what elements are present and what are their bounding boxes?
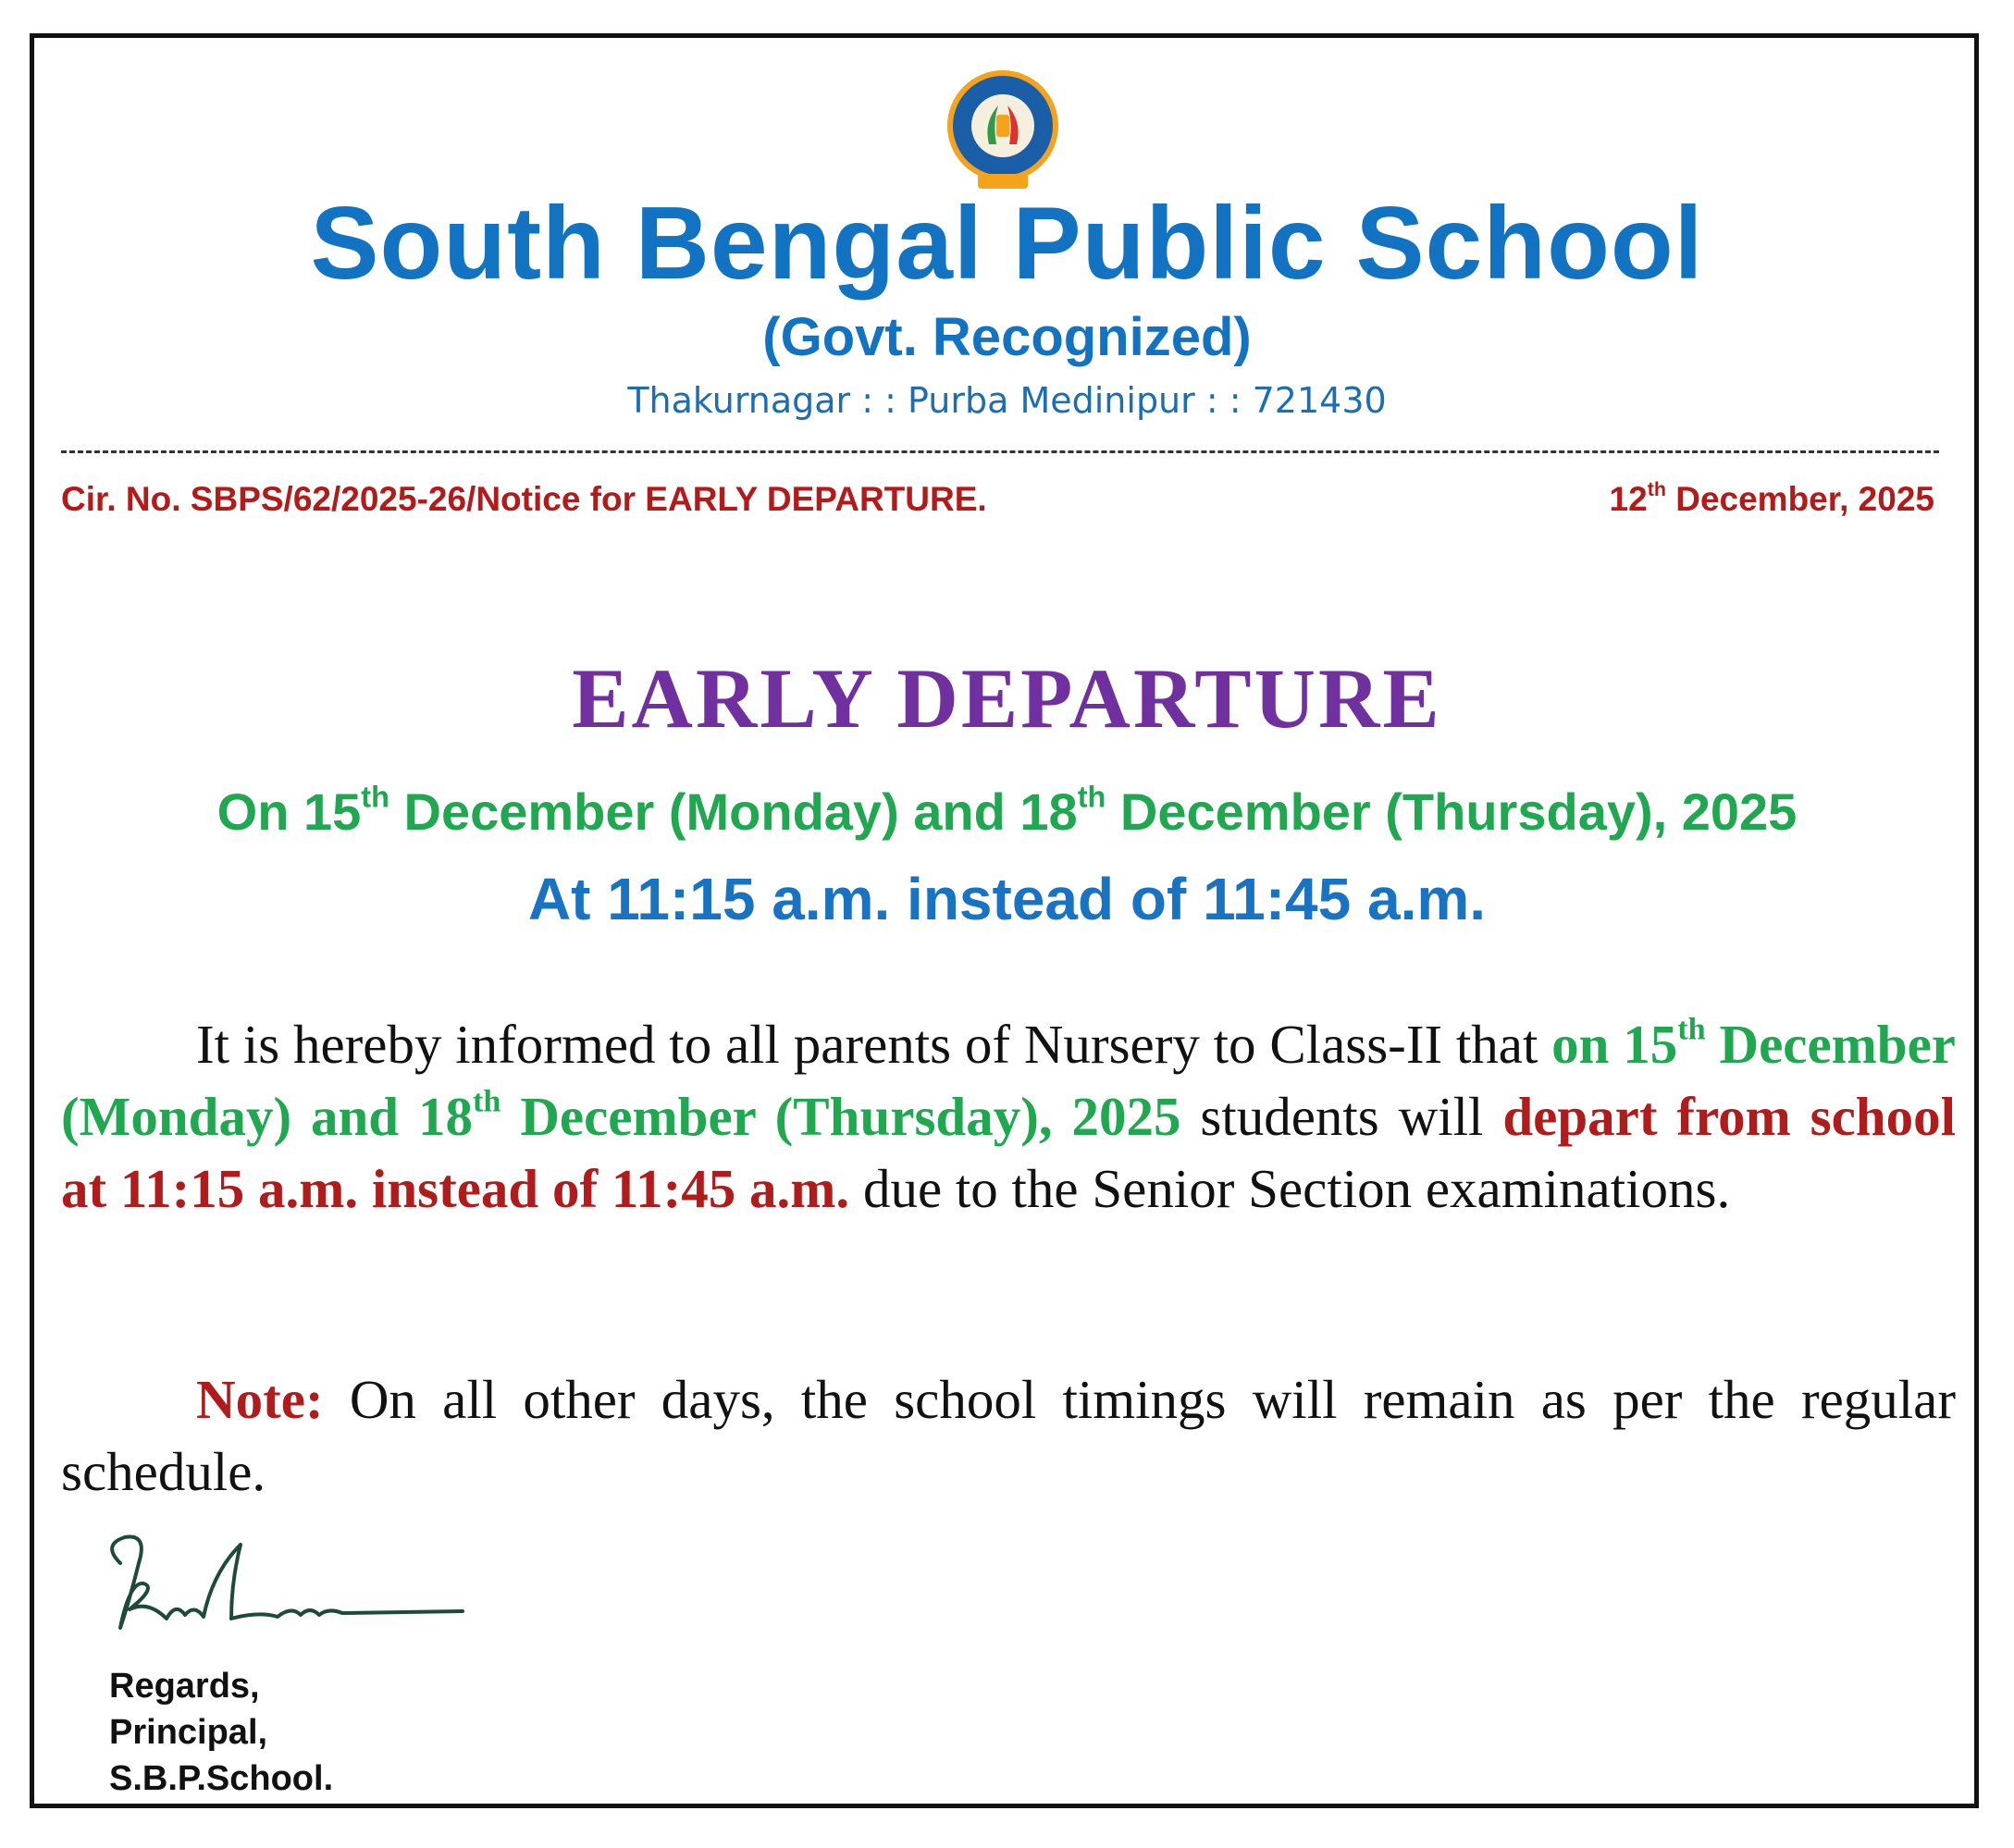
departure-time: At 11:15 a.m. instead of 11:45 a.m. [527,866,1487,932]
date-rest: December, 2025 [1665,480,1934,518]
circular-number: Cir. No. SBPS/62/2025-26/Notice for EARLY DEPARTURE. [61,480,987,518]
closing-block [109,1663,333,1802]
highlighted-dates: on 15th December (Monday) and 18th December (Thursday), 2025 [61,1012,1956,1147]
header-divider [61,450,1939,453]
school-name: South Bengal Public School [310,186,1704,301]
logo-book [996,115,1009,137]
recognition-status: (Govt. Recognized) [762,307,1252,367]
designation-line: Principal, [109,1713,268,1752]
school-logo-icon [941,67,1065,196]
school-address: Thakurnagar : : Purba Medinipur : : 721430 [627,380,1387,421]
principal-signature [93,1526,472,1665]
notice-body: It is hereby informed to all parents of Nursery to Class-II that on 15th December (Monday) and 18th December (Thursday), 2025 students will depart from school at 11:15 a.m. instead of 11:45 a.m. due to the Senior Section examinations. [61,1012,1957,1219]
notice-title: EARLY DEPARTURE [572,651,1442,745]
circular-date [1610,476,1934,523]
school-short-name: S.B.P.School. [109,1759,334,1798]
date-suffix: th [1647,477,1666,500]
regards-line: Regards, [109,1667,260,1706]
signature-stroke [112,1537,463,1628]
note-label: Note: [196,1369,324,1430]
highlighted-time: depart from school at 11:15 a.m. instead of 11:45 a.m. [61,1086,1957,1219]
date-day: 12 [1609,480,1648,518]
note-paragraph: Note: On all other days, the school timings will remain as per the regular schedule. [61,1369,1956,1502]
departure-dates: On 15th December (Monday) and 18th December (Thursday), 2025 [216,780,1798,841]
